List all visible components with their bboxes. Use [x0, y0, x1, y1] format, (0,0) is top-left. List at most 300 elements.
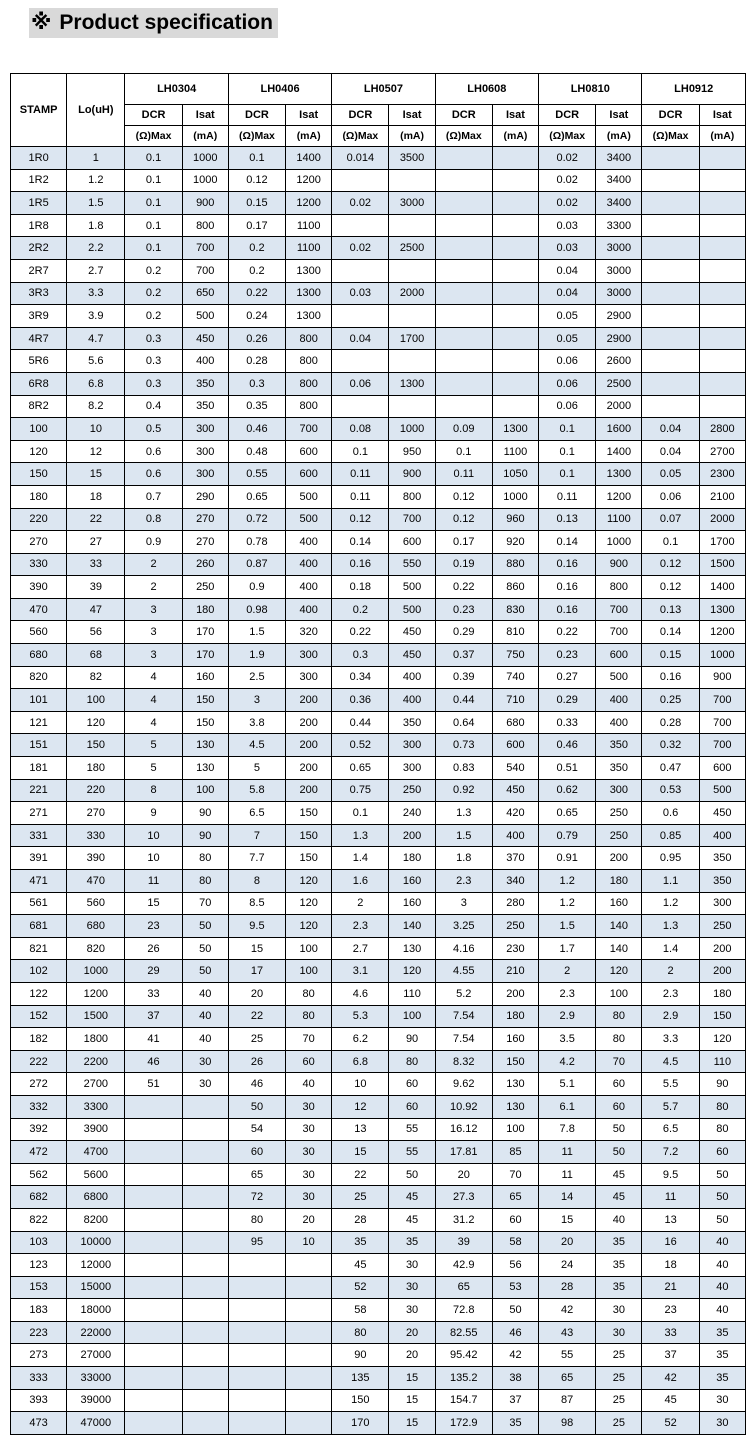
isat-cell: 38 — [492, 1367, 538, 1390]
dcr-cell: 2.9 — [539, 1005, 596, 1028]
isat-cell: 400 — [596, 711, 642, 734]
isat-cell — [182, 1208, 228, 1231]
dcr-cell — [125, 1412, 182, 1435]
dcr-cell: 0.27 — [539, 666, 596, 689]
dcr-cell: 22 — [332, 1163, 389, 1186]
isat-cell: 30 — [389, 1276, 435, 1299]
stamp-cell: 4R7 — [11, 327, 67, 350]
dcr-cell: 0.32 — [642, 734, 699, 757]
dcr-cell: 0.5 — [125, 418, 182, 441]
model-header: LH0608 — [435, 74, 538, 105]
isat-cell: 2100 — [699, 485, 745, 508]
dcr-cell: 10.92 — [435, 1095, 492, 1118]
isat-cell: 900 — [596, 553, 642, 576]
stamp-cell: 273 — [11, 1344, 67, 1367]
dcr-cell: 1.2 — [539, 892, 596, 915]
isat-cell: 500 — [699, 779, 745, 802]
isat-cell — [492, 327, 538, 350]
isat-cell: 45 — [389, 1208, 435, 1231]
isat-cell: 45 — [596, 1186, 642, 1209]
dcr-cell: 0.9 — [228, 576, 285, 599]
dcr-cell — [642, 282, 699, 305]
dcr-header: DCR — [642, 105, 699, 126]
dcr-cell: 0.14 — [539, 531, 596, 554]
stamp-cell: 562 — [11, 1163, 67, 1186]
isat-cell: 35 — [596, 1254, 642, 1277]
isat-cell: 65 — [492, 1186, 538, 1209]
dcr-cell: 0.06 — [539, 350, 596, 373]
isat-cell: 20 — [389, 1344, 435, 1367]
isat-cell: 300 — [596, 779, 642, 802]
isat-cell: 40 — [286, 1073, 332, 1096]
isat-cell: 1100 — [596, 508, 642, 531]
stamp-cell: 221 — [11, 779, 67, 802]
inductance-cell: 56 — [67, 621, 125, 644]
isat-cell — [182, 1321, 228, 1344]
dcr-cell: 80 — [228, 1208, 285, 1231]
isat-cell: 300 — [699, 892, 745, 915]
dcr-cell: 2 — [642, 960, 699, 983]
table-row — [11, 937, 746, 960]
isat-cell: 400 — [389, 666, 435, 689]
dcr-cell: 28 — [539, 1276, 596, 1299]
dcr-cell: 4.16 — [435, 937, 492, 960]
dcr-cell: 0.3 — [332, 644, 389, 667]
isat-cell: 1100 — [286, 237, 332, 260]
isat-cell: 60 — [389, 1095, 435, 1118]
isat-cell: 2300 — [699, 463, 745, 486]
stamp-cell: 560 — [11, 621, 67, 644]
dcr-cell: 39 — [435, 1231, 492, 1254]
table-row — [11, 1231, 746, 1254]
isat-cell: 700 — [596, 621, 642, 644]
inductance-cell: 39000 — [67, 1389, 125, 1412]
isat-cell: 60 — [596, 1095, 642, 1118]
isat-cell: 710 — [492, 689, 538, 712]
isat-cell: 1400 — [596, 440, 642, 463]
isat-cell: 110 — [389, 982, 435, 1005]
stamp-cell: 331 — [11, 824, 67, 847]
dcr-cell — [642, 259, 699, 282]
dcr-cell: 42.9 — [435, 1254, 492, 1277]
isat-cell: 35 — [596, 1231, 642, 1254]
dcr-cell: 15 — [125, 892, 182, 915]
dcr-cell: 80 — [332, 1321, 389, 1344]
dcr-cell — [435, 192, 492, 215]
dcr-cell: 0.16 — [539, 598, 596, 621]
isat-cell: 450 — [492, 779, 538, 802]
isat-cell: 53 — [492, 1276, 538, 1299]
isat-cell — [286, 1389, 332, 1412]
dcr-cell — [125, 1254, 182, 1277]
isat-cell: 3000 — [596, 282, 642, 305]
isat-cell: 250 — [182, 576, 228, 599]
dcr-cell: 0.85 — [642, 824, 699, 847]
dcr-header: DCR — [539, 105, 596, 126]
dcr-cell: 2.5 — [228, 666, 285, 689]
table-row — [11, 892, 746, 915]
isat-cell: 900 — [699, 666, 745, 689]
isat-cell: 3400 — [596, 192, 642, 215]
isat-cell — [492, 147, 538, 170]
dcr-cell: 0.2 — [125, 305, 182, 328]
isat-cell — [389, 214, 435, 237]
isat-cell: 500 — [182, 305, 228, 328]
dcr-cell: 55 — [539, 1344, 596, 1367]
stamp-cell: 821 — [11, 937, 67, 960]
isat-cell: 60 — [699, 1141, 745, 1164]
dcr-cell: 0.1 — [125, 147, 182, 170]
dcr-cell: 0.39 — [435, 666, 492, 689]
dcr-cell: 0.46 — [539, 734, 596, 757]
dcr-cell — [125, 1276, 182, 1299]
isat-cell: 500 — [596, 666, 642, 689]
isat-cell: 160 — [596, 892, 642, 915]
isat-cell — [492, 282, 538, 305]
isat-cell — [182, 1163, 228, 1186]
table-row — [11, 915, 746, 938]
table-row — [11, 1073, 746, 1096]
isat-cell: 50 — [699, 1208, 745, 1231]
inductance-cell: 27 — [67, 531, 125, 554]
stamp-cell: 391 — [11, 847, 67, 870]
dcr-cell: 16.12 — [435, 1118, 492, 1141]
isat-cell: 70 — [492, 1163, 538, 1186]
inductance-cell: 1.8 — [67, 214, 125, 237]
dcr-cell — [125, 1118, 182, 1141]
dcr-cell: 0.09 — [435, 418, 492, 441]
dcr-cell: 3 — [125, 644, 182, 667]
isat-cell: 80 — [182, 870, 228, 893]
dcr-cell: 4 — [125, 689, 182, 712]
dcr-cell: 1.2 — [539, 870, 596, 893]
table-row — [11, 485, 746, 508]
dcr-cell: 2 — [539, 960, 596, 983]
dcr-cell — [125, 1186, 182, 1209]
isat-cell: 160 — [389, 870, 435, 893]
isat-cell: 1000 — [492, 485, 538, 508]
table-row — [11, 214, 746, 237]
dcr-cell: 31.2 — [435, 1208, 492, 1231]
isat-cell — [699, 395, 745, 418]
isat-cell — [492, 192, 538, 215]
dcr-cell: 72.8 — [435, 1299, 492, 1322]
isat-cell: 950 — [389, 440, 435, 463]
isat-cell: 45 — [596, 1163, 642, 1186]
isat-cell — [182, 1299, 228, 1322]
isat-cell: 50 — [389, 1163, 435, 1186]
table-row — [11, 598, 746, 621]
table-row — [11, 847, 746, 870]
isat-cell: 80 — [182, 847, 228, 870]
dcr-cell — [125, 1321, 182, 1344]
isat-cell: 50 — [596, 1141, 642, 1164]
dcr-cell — [125, 1344, 182, 1367]
isat-cell: 30 — [182, 1050, 228, 1073]
dcr-cell: 3 — [228, 689, 285, 712]
table-row — [11, 463, 746, 486]
isat-cell: 40 — [699, 1254, 745, 1277]
stamp-cell: 152 — [11, 1005, 67, 1028]
isat-cell: 80 — [389, 1050, 435, 1073]
dcr-cell — [642, 395, 699, 418]
dcr-cell: 0.6 — [642, 802, 699, 825]
table-row — [11, 644, 746, 667]
dcr-cell: 0.87 — [228, 553, 285, 576]
dcr-cell: 11 — [642, 1186, 699, 1209]
isat-cell: 150 — [286, 802, 332, 825]
inductance-cell: 10 — [67, 418, 125, 441]
dcr-cell: 0.02 — [539, 147, 596, 170]
isat-header: Isat — [286, 105, 332, 126]
dcr-cell — [642, 372, 699, 395]
dcr-cell: 0.6 — [125, 440, 182, 463]
isat-cell: 120 — [286, 870, 332, 893]
isat-cell: 45 — [389, 1186, 435, 1209]
stamp-cell: 270 — [11, 531, 67, 554]
isat-cell — [286, 1344, 332, 1367]
table-row — [11, 327, 746, 350]
dcr-cell — [228, 1254, 285, 1277]
dcr-cell: 1.4 — [332, 847, 389, 870]
isat-cell: 3000 — [596, 237, 642, 260]
dcr-cell — [228, 1367, 285, 1390]
dcr-unit-header: (Ω)Max — [539, 126, 596, 147]
isat-cell: 50 — [182, 915, 228, 938]
dcr-cell: 4 — [125, 666, 182, 689]
dcr-cell: 0.06 — [539, 372, 596, 395]
isat-cell: 400 — [286, 553, 332, 576]
stamp-cell: 681 — [11, 915, 67, 938]
isat-cell: 2000 — [596, 395, 642, 418]
dcr-unit-header: (Ω)Max — [332, 126, 389, 147]
isat-cell: 40 — [182, 1005, 228, 1028]
isat-cell: 100 — [286, 937, 332, 960]
table-row — [11, 1321, 746, 1344]
isat-cell: 400 — [492, 824, 538, 847]
isat-cell: 700 — [286, 418, 332, 441]
isat-cell: 1400 — [286, 147, 332, 170]
dcr-cell: 0.44 — [435, 689, 492, 712]
dcr-cell — [228, 1389, 285, 1412]
dcr-cell: 0.65 — [332, 757, 389, 780]
isat-cell: 46 — [492, 1321, 538, 1344]
dcr-cell: 3.25 — [435, 915, 492, 938]
isat-cell — [699, 259, 745, 282]
isat-cell: 100 — [182, 779, 228, 802]
inductance-cell: 1.5 — [67, 192, 125, 215]
dcr-cell: 10 — [125, 847, 182, 870]
dcr-cell: 15 — [539, 1208, 596, 1231]
stamp-cell: 180 — [11, 485, 67, 508]
dcr-cell: 0.24 — [228, 305, 285, 328]
isat-cell: 1400 — [699, 576, 745, 599]
isat-cell: 550 — [389, 553, 435, 576]
isat-cell: 290 — [182, 485, 228, 508]
section-title — [29, 8, 278, 38]
dcr-cell: 90 — [332, 1344, 389, 1367]
dcr-cell: 0.1 — [332, 802, 389, 825]
dcr-cell: 1.5 — [228, 621, 285, 644]
isat-cell: 1000 — [596, 531, 642, 554]
isat-cell: 300 — [182, 463, 228, 486]
dcr-cell: 33 — [125, 982, 182, 1005]
isat-cell: 50 — [492, 1299, 538, 1322]
dcr-cell: 1.3 — [642, 915, 699, 938]
dcr-cell: 0.05 — [539, 305, 596, 328]
dcr-cell: 150 — [332, 1389, 389, 1412]
dcr-cell: 2 — [125, 553, 182, 576]
dcr-cell — [435, 327, 492, 350]
table-row — [11, 1005, 746, 1028]
dcr-cell: 0.16 — [642, 666, 699, 689]
isat-header: Isat — [699, 105, 745, 126]
isat-cell: 650 — [182, 282, 228, 305]
isat-cell: 58 — [492, 1231, 538, 1254]
isat-cell: 200 — [286, 734, 332, 757]
isat-cell — [492, 305, 538, 328]
dcr-cell: 0.13 — [539, 508, 596, 531]
isat-cell: 160 — [182, 666, 228, 689]
isat-cell: 3000 — [389, 192, 435, 215]
inductance-cell: 220 — [67, 779, 125, 802]
dcr-cell: 2.3 — [642, 982, 699, 1005]
dcr-cell: 0.03 — [332, 282, 389, 305]
inductance-cell: 12 — [67, 440, 125, 463]
table-row — [11, 1050, 746, 1073]
dcr-cell: 15 — [228, 937, 285, 960]
inductance-cell: 6800 — [67, 1186, 125, 1209]
dcr-cell — [332, 214, 389, 237]
dcr-cell: 6.1 — [539, 1095, 596, 1118]
inductance-cell: 33000 — [67, 1367, 125, 1390]
inductance-cell: 4.7 — [67, 327, 125, 350]
dcr-cell: 0.1 — [435, 440, 492, 463]
isat-cell: 500 — [389, 598, 435, 621]
dcr-cell: 0.02 — [332, 237, 389, 260]
dcr-cell: 0.22 — [228, 282, 285, 305]
table-row — [11, 169, 746, 192]
model-header: LH0406 — [228, 74, 331, 105]
dcr-cell: 24 — [539, 1254, 596, 1277]
dcr-cell: 7.54 — [435, 1028, 492, 1051]
isat-cell: 280 — [492, 892, 538, 915]
isat-cell — [389, 305, 435, 328]
dcr-cell — [125, 1095, 182, 1118]
inductance-cell: 390 — [67, 847, 125, 870]
inductance-cell: 8200 — [67, 1208, 125, 1231]
isat-cell: 1700 — [389, 327, 435, 350]
isat-unit-header: (mA) — [492, 126, 538, 147]
dcr-cell: 5.8 — [228, 779, 285, 802]
dcr-cell: 0.04 — [539, 282, 596, 305]
isat-cell: 2900 — [596, 305, 642, 328]
dcr-cell: 51 — [125, 1073, 182, 1096]
dcr-cell: 0.48 — [228, 440, 285, 463]
dcr-cell: 8 — [228, 870, 285, 893]
dcr-cell: 2 — [125, 576, 182, 599]
dcr-cell: 23 — [125, 915, 182, 938]
isat-cell: 600 — [389, 531, 435, 554]
dcr-cell: 95 — [228, 1231, 285, 1254]
stamp-cell: 150 — [11, 463, 67, 486]
isat-cell: 50 — [596, 1118, 642, 1141]
isat-cell — [182, 1367, 228, 1390]
dcr-cell: 5 — [228, 757, 285, 780]
dcr-cell: 37 — [125, 1005, 182, 1028]
table-row — [11, 802, 746, 825]
isat-cell: 700 — [699, 711, 745, 734]
dcr-cell — [228, 1344, 285, 1367]
dcr-cell — [125, 1141, 182, 1164]
dcr-cell — [435, 372, 492, 395]
dcr-cell: 0.6 — [125, 463, 182, 486]
dcr-cell: 0.2 — [125, 259, 182, 282]
dcr-cell: 72 — [228, 1186, 285, 1209]
isat-unit-header: (mA) — [596, 126, 642, 147]
dcr-cell: 0.04 — [332, 327, 389, 350]
isat-cell: 700 — [182, 237, 228, 260]
isat-cell: 25 — [596, 1412, 642, 1435]
dcr-cell: 43 — [539, 1321, 596, 1344]
dcr-cell: 65 — [435, 1276, 492, 1299]
dcr-cell: 6.8 — [332, 1050, 389, 1073]
isat-cell: 810 — [492, 621, 538, 644]
isat-cell: 240 — [389, 802, 435, 825]
model-header: LH0507 — [332, 74, 435, 105]
dcr-cell: 25 — [332, 1186, 389, 1209]
isat-cell — [492, 259, 538, 282]
isat-cell: 700 — [182, 259, 228, 282]
stamp-cell: 2R2 — [11, 237, 67, 260]
isat-cell: 800 — [596, 576, 642, 599]
dcr-cell: 42 — [539, 1299, 596, 1322]
isat-cell: 400 — [596, 689, 642, 712]
dcr-cell: 0.02 — [332, 192, 389, 215]
inductance-cell: 2200 — [67, 1050, 125, 1073]
table-row — [11, 1028, 746, 1051]
stamp-cell: 472 — [11, 1141, 67, 1164]
isat-cell — [286, 1321, 332, 1344]
section-title-text: Product specification — [59, 11, 273, 34]
dcr-cell: 8 — [125, 779, 182, 802]
table-row — [11, 1186, 746, 1209]
isat-cell: 50 — [182, 937, 228, 960]
dcr-cell: 5.5 — [642, 1073, 699, 1096]
table-row — [11, 779, 746, 802]
isat-cell: 30 — [389, 1254, 435, 1277]
inductance-cell: 820 — [67, 937, 125, 960]
inductance-cell: 4700 — [67, 1141, 125, 1164]
stamp-cell: 3R9 — [11, 305, 67, 328]
inductance-cell: 2.7 — [67, 259, 125, 282]
dcr-cell: 0.75 — [332, 779, 389, 802]
stamp-header: STAMP — [11, 74, 67, 147]
dcr-cell: 154.7 — [435, 1389, 492, 1412]
isat-cell: 540 — [492, 757, 538, 780]
stamp-cell: 102 — [11, 960, 67, 983]
dcr-cell: 0.1 — [125, 237, 182, 260]
isat-cell: 130 — [182, 757, 228, 780]
dcr-cell: 7.7 — [228, 847, 285, 870]
dcr-cell — [332, 259, 389, 282]
dcr-cell — [332, 395, 389, 418]
dcr-cell: 87 — [539, 1389, 596, 1412]
dcr-cell — [125, 1231, 182, 1254]
dcr-cell: 0.1 — [539, 463, 596, 486]
isat-cell: 35 — [699, 1367, 745, 1390]
isat-cell: 20 — [286, 1208, 332, 1231]
